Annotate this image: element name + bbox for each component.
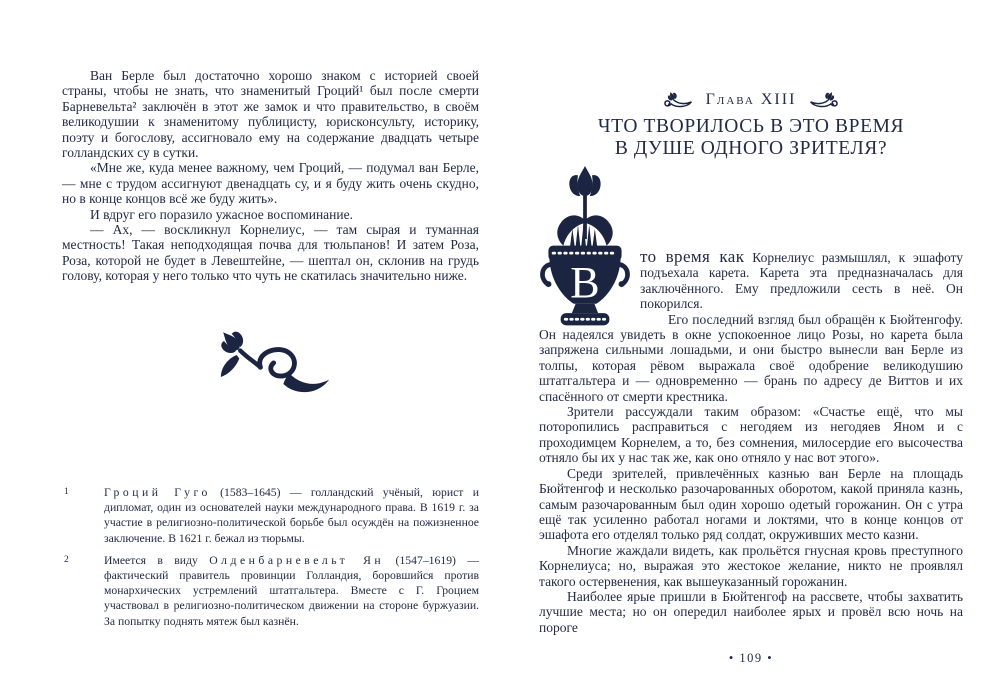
footnote (62, 553, 479, 629)
chapter-heading (539, 88, 963, 112)
paragraph: Наиболее ярые пришли в Бюйтенгоф на рассвете, чтобы захватить лучшие места; но он опередил наиболее ярых и провёл всю ночь на пороге (539, 588, 963, 635)
paragraph: Среди зрителей, привлечённых казнью ван Берле на площадь Бюйтенгоф и несколько разочарованных оборотом, какой приняла казнь, самым разочарованным был один хорошо одетый горожанин. Он с утра ещё так усиленно работал ногами и локтями, что в конце концов от эшафота его отделял только ряд солдат, окруживших место казни. (539, 465, 963, 543)
paragraph: Зрители рассуждали таким образом: «Счастье ещё, что мы поторопились расправиться с негодяем из негодяев Яном и с проходимцем Корнелем, а то, без сомнения, милосердие его высочества отняло бы их у нас так же, как оно отняло у нас вот этого». (539, 404, 963, 466)
left-page (62, 68, 479, 628)
chapter-title-line1: ЧТО ТВОРИЛОСЬ В ЭТО ВРЕМЯ (597, 116, 905, 137)
footnote-text (104, 553, 479, 629)
footnote-name: Олденбарневельт Ян (209, 553, 385, 567)
paragraph: Многие жаждали видеть, как прольётся гнусная кровь преступного Корнелиуса; но, выражая это жестокое желание, никто не проявлял такого остервенения, как вышеуказанный горожанин. (539, 542, 963, 589)
tulip-flourish-ornament-icon (62, 326, 479, 403)
dropcap-letter: В (570, 258, 600, 308)
tulip-fleuron-right-icon (808, 90, 838, 110)
left-page-text (62, 68, 479, 284)
footnote-body: (1547–1619) — фактический правитель провинции Голландия, боровшийся против монархических устремлений штатгальтера. Вместе с Г. Гроцием участвовал в религиозно-политическом движении на стороне буржуазии. За попытку поднять мятеж был казнён. (104, 553, 479, 628)
chapter-title (539, 116, 963, 159)
footnote-lead: Имеется в виду (104, 553, 210, 567)
paragraph: И вдруг его поразило ужасное воспоминание. (90, 206, 353, 222)
page-number: • 109 • (728, 651, 774, 666)
paragraph: Его последний взгляд был обращён к Бюйтенгофу. Он надеялся увидеть в окне успокоенное лицо Розы, но карета была запряжена сильными лошадьми, и они быстро вынесли ван Берле из толпы, которая рёвом выражала своё одобрение великодушию штатгальтера и — одновременно — брань по адресу де Виттов и их спасённого от смерти крестника. (539, 311, 963, 404)
footnote-marker: 2 (64, 554, 69, 565)
dropcap-urn-tulip-icon (539, 165, 631, 330)
lead-in-text: то время как (640, 247, 745, 266)
paragraph-rest: Корнелиус размышлял, к эшафоту подъехала карета. Карета эта предназначалась для заключённого. Ему предложили сесть в неё. Он покорился. (640, 250, 964, 312)
right-page (539, 88, 964, 666)
chapter-label: Глава XIII (705, 91, 797, 108)
paragraph: «Мне же, куда менее важному, чем Гроций, — подумал ван Берле, — мне с трудом ассигнуют двенадцать су, и я буду жить очень скудно, но в конце концов всё же буду жить». (62, 160, 479, 207)
footnote-text (104, 485, 479, 546)
tulip-fleuron-left-icon (664, 90, 694, 110)
right-page-text (539, 249, 963, 635)
footnotes (62, 485, 479, 636)
paragraph: Ван Берле был достаточно хорошо знаком с историей своей страны, чтобы не знать, что знаменитый Гроций¹ был после смерти Барневельта² заключён в этот же замок и что правительство, в своём великодушии к знаменитому публицисту, юрисконсульту, историку, поэту и богослову, ассигновало ему на содержание двадцать четыре голландских су в сутки. (62, 68, 479, 161)
chapter-title-line2: В ДУШЕ ОДНОГО ЗРИТЕЛЯ? (614, 137, 888, 159)
footnote-body: (1583–1645) — голландский учёный, юрист и дипломат, один из основателей науки международного права. В 1619 г. за участие в религиозно-политической борьбе был осуждён на пожизненное заключение. В 1621 г. бежал из тюрьмы. (104, 486, 479, 545)
footnote (62, 485, 479, 546)
footnote-marker: 1 (64, 487, 69, 497)
footnote-name: Гроций Гуго (104, 486, 211, 499)
paragraph: — Ах, — воскликнул Корнелиус, — там сырая и туманная местность! Такая неподходящая почва для тюльпанов! И затем Роза, Роза, которой не будет в Левештейне, — шептал он, склонив на грудь голову, которая у него только что чуть не скатилась значительно ниже. (62, 222, 479, 284)
